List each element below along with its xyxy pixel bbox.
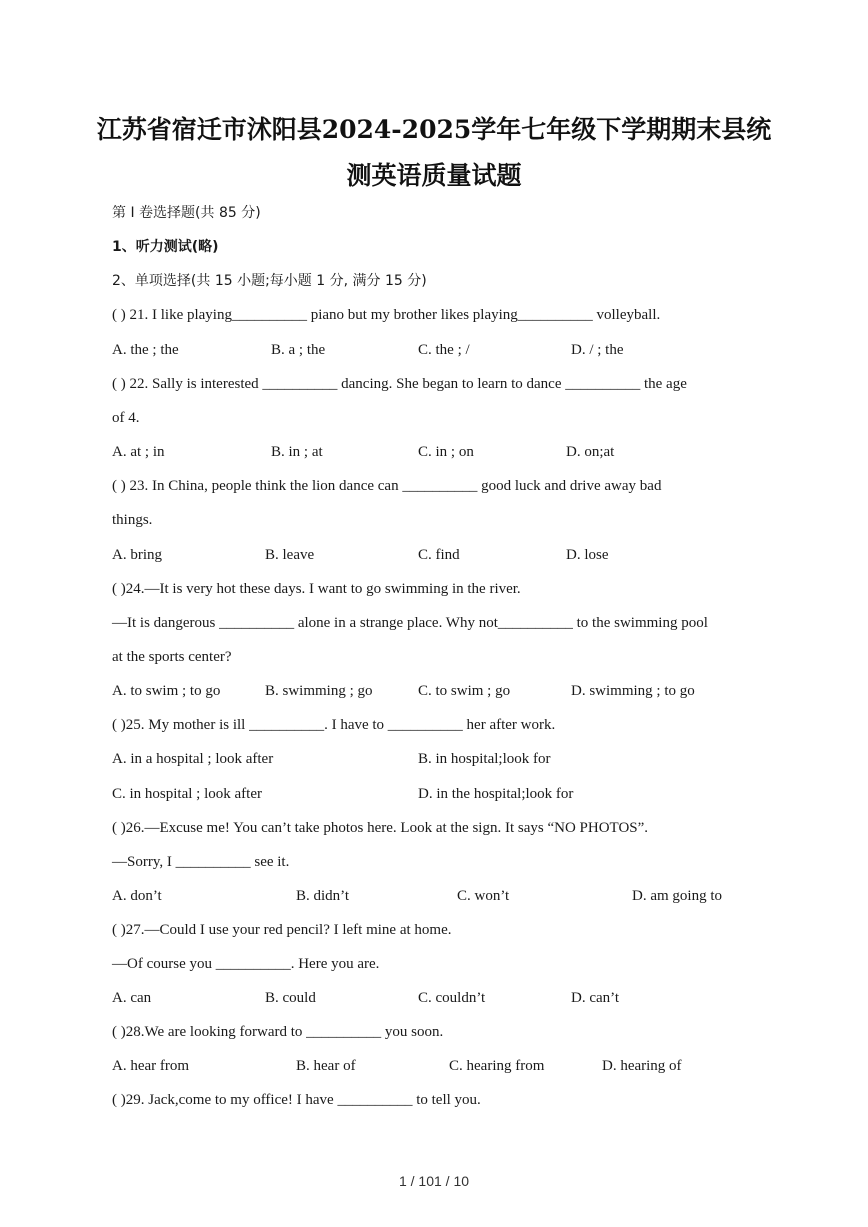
question-23-continued: things. [112, 512, 153, 528]
document-title-line-2: 测英语质量试题 [346, 161, 522, 190]
option-24-d: D. swimming ; to go [571, 683, 695, 699]
question-26-reply: —Sorry, I __________ see it. [112, 854, 290, 870]
option-28-c: C. hearing from [449, 1058, 545, 1074]
question-24-reply: —It is dangerous __________ alone in a strange place. Why not__________ to the swimming pool [112, 615, 708, 631]
option-21-d: D. / ; the [571, 342, 624, 358]
option-23-a: A. bring [112, 547, 162, 563]
option-26-c: C. won’t [457, 888, 510, 904]
option-26-b: B. didn’t [296, 888, 350, 904]
option-21-c: C. the ; / [418, 342, 470, 358]
option-21-b: B. a ; the [271, 342, 326, 358]
option-24-b: B. swimming ; go [265, 683, 373, 699]
option-26-a: A. don’t [112, 888, 162, 904]
option-25-c: C. in hospital ; look after [112, 786, 262, 802]
question-24: ( )24.—It is very hot these days. I want to go swimming in the river. [112, 581, 521, 597]
section-heading-listening [112, 237, 762, 257]
question-24-continued: at the sports center? [112, 649, 232, 665]
page-number: 1 / 101 / 10 [398, 1173, 470, 1189]
option-27-a: A. can [112, 990, 152, 1006]
section-heading-single-choice: 2、单项选择(共 15 小题;每小题 1 分, 满分 15 分) [112, 273, 427, 289]
question-22-continued: of 4. [112, 410, 140, 426]
question-27-reply: —Of course you __________. Here you are. [112, 956, 380, 972]
section-heading-text: 1、听力测试(略) [112, 239, 219, 255]
option-28-b: B. hear of [296, 1058, 356, 1074]
option-25-d: D. in the hospital;look for [418, 786, 574, 802]
option-24-a: A. to swim ; to go [112, 683, 221, 699]
question-23: ( ) 23. In China, people think the lion dance can __________ good luck and drive away bad [112, 478, 662, 494]
question-22: ( ) 22. Sally is interested __________ dancing. She began to learn to dance __________ the age [112, 376, 687, 392]
option-27-d: D. can’t [571, 990, 620, 1006]
option-27-c: C. couldn’t [418, 990, 486, 1006]
part-heading: 第 I 卷选择题(共 85 分) [112, 205, 261, 221]
question-29: ( )29. Jack,come to my office! I have __________ to tell you. [112, 1092, 481, 1108]
option-22-c: C. in ; on [418, 444, 474, 460]
document-title-line-1: 江苏省宿迁市沭阳县2024-2025学年七年级下学期期末县统 [96, 115, 772, 144]
option-24-c: C. to swim ; go [418, 683, 511, 699]
option-22-a: A. at ; in [112, 444, 165, 460]
question-25: ( )25. My mother is ill __________. I have to __________ her after work. [112, 717, 556, 733]
question-27: ( )27.—Could I use your red pencil? I left mine at home. [112, 922, 452, 938]
option-23-c: C. find [418, 547, 460, 563]
option-22-b: B. in ; at [271, 444, 323, 460]
option-26-d: D. am going to [632, 888, 722, 904]
question-21: ( ) 21. I like playing__________ piano but my brother likes playing__________ volleyball. [112, 307, 661, 323]
option-23-b: B. leave [265, 547, 315, 563]
question-26: ( )26.—Excuse me! You can’t take photos here. Look at the sign. It says “NO PHOTOS”. [112, 820, 649, 836]
option-23-d: D. lose [566, 547, 609, 563]
option-25-a: A. in a hospital ; look after [112, 751, 274, 767]
question-28: ( )28.We are looking forward to __________ you soon. [112, 1024, 444, 1040]
option-28-a: A. hear from [112, 1058, 190, 1074]
option-27-b: B. could [265, 990, 316, 1006]
option-22-d: D. on;at [566, 444, 615, 460]
option-25-b: B. in hospital;look for [418, 751, 551, 767]
option-21-a: A. the ; the [112, 342, 179, 358]
option-28-d: D. hearing of [602, 1058, 682, 1074]
